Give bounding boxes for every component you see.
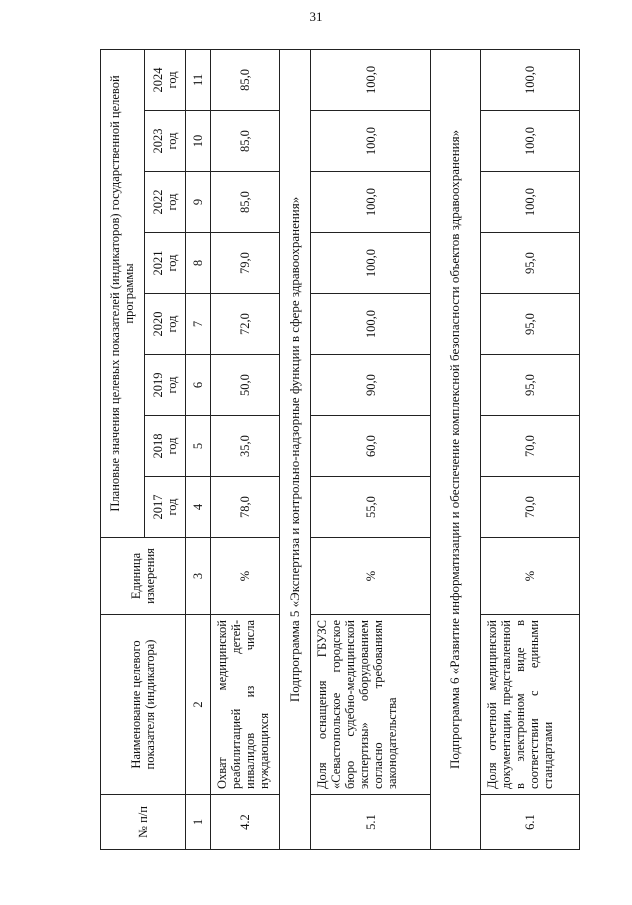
value-cell: 95,0 bbox=[481, 355, 580, 416]
section-row bbox=[431, 49, 481, 849]
header-row bbox=[101, 49, 145, 849]
header-year-cell: 2023 год bbox=[144, 111, 186, 172]
unit-cell: % bbox=[481, 538, 580, 615]
header-year-cell: 2019 год bbox=[144, 355, 186, 416]
value-cell: 95,0 bbox=[481, 294, 580, 355]
index-row bbox=[186, 49, 211, 849]
row-number: 5.1 bbox=[311, 795, 431, 850]
index-cell: 1 bbox=[186, 795, 211, 850]
unit-cell: % bbox=[311, 538, 431, 615]
table-row bbox=[311, 49, 431, 849]
value-cell: 85,0 bbox=[211, 111, 280, 172]
header-unit: Единица измерения bbox=[101, 538, 186, 615]
index-cell: 7 bbox=[186, 294, 211, 355]
indicators-table bbox=[100, 49, 580, 850]
header-planned: Плановые значения целевых показателей (индикаторов) государственной целевой программы bbox=[101, 49, 145, 537]
value-cell: 100,0 bbox=[311, 111, 431, 172]
value-cell: 100,0 bbox=[311, 49, 431, 110]
rotated-table-container bbox=[100, 50, 580, 850]
value-cell: 85,0 bbox=[211, 172, 280, 233]
index-cell: 6 bbox=[186, 355, 211, 416]
header-year-cell: 2018 год bbox=[144, 416, 186, 477]
value-cell: 85,0 bbox=[211, 49, 280, 110]
value-cell: 100,0 bbox=[311, 233, 431, 294]
page-number: 31 bbox=[309, 9, 323, 24]
header-year-cell: 2020 год bbox=[144, 294, 186, 355]
value-cell: 55,0 bbox=[311, 477, 431, 538]
table-row bbox=[211, 49, 280, 849]
value-cell: 60,0 bbox=[311, 416, 431, 477]
index-cell: 4 bbox=[186, 477, 211, 538]
value-cell: 95,0 bbox=[481, 233, 580, 294]
header-name: Наименование целевого показателя (индикатора) bbox=[101, 615, 186, 795]
value-cell: 35,0 bbox=[211, 416, 280, 477]
index-cell: 11 bbox=[186, 49, 211, 110]
row-number: 4.2 bbox=[211, 795, 280, 850]
value-cell: 100,0 bbox=[481, 172, 580, 233]
index-cell: 2 bbox=[186, 615, 211, 795]
index-cell: 3 bbox=[186, 538, 211, 615]
subprogram-5-title: Подпрограмма 5 «Экспертиза и контрольно-надзорные функции в сфере здравоохранения» bbox=[280, 49, 311, 849]
value-cell: 100,0 bbox=[311, 172, 431, 233]
header-num: № п/п bbox=[101, 795, 186, 850]
table-row bbox=[481, 49, 580, 849]
value-cell: 78,0 bbox=[211, 477, 280, 538]
value-cell: 90,0 bbox=[311, 355, 431, 416]
indicator-name: Доля отчетной медицинской документации, представленной в электронном виде в соответствии с едиными стандартами bbox=[481, 615, 580, 795]
value-cell: 70,0 bbox=[481, 477, 580, 538]
row-number: 6.1 bbox=[481, 795, 580, 850]
index-cell: 8 bbox=[186, 233, 211, 294]
indicator-name: Охват медицинской реабилитацией детей-инвалидов из числа нуждающихся bbox=[211, 615, 280, 795]
header-year-cell: 2022 год bbox=[144, 172, 186, 233]
header-year-cell: 2017 год bbox=[144, 477, 186, 538]
unit-cell: % bbox=[211, 538, 280, 615]
header-year-cell: 2024 год bbox=[144, 49, 186, 110]
index-cell: 5 bbox=[186, 416, 211, 477]
header-year-cell: 2021 год bbox=[144, 233, 186, 294]
value-cell: 79,0 bbox=[211, 233, 280, 294]
value-cell: 100,0 bbox=[481, 111, 580, 172]
index-cell: 10 bbox=[186, 111, 211, 172]
value-cell: 72,0 bbox=[211, 294, 280, 355]
value-cell: 100,0 bbox=[481, 49, 580, 110]
subprogram-6-title: Подпрограмма 6 «Развитие информатизации и обеспечение комплексной безопасности объектов здравоохранения» bbox=[431, 49, 481, 849]
section-row bbox=[280, 49, 311, 849]
index-cell: 9 bbox=[186, 172, 211, 233]
indicator-name: Доля оснащения ГБУЗС «Севастопольское городское бюро судебно-медицинской экспертизы» оборудованием согласно требованиям законодательства bbox=[311, 615, 431, 795]
value-cell: 100,0 bbox=[311, 294, 431, 355]
value-cell: 50,0 bbox=[211, 355, 280, 416]
value-cell: 70,0 bbox=[481, 416, 580, 477]
